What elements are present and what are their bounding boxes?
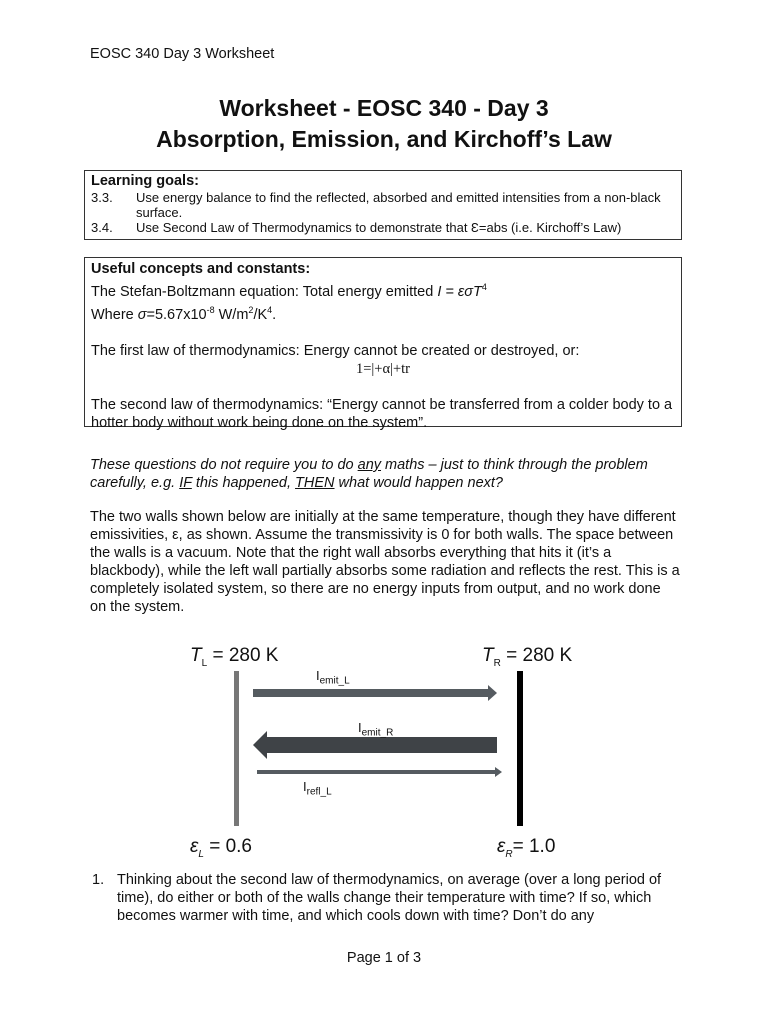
emit-L-arrow: [253, 685, 497, 701]
left-emissivity-label: [190, 836, 252, 860]
right-emissivity-label: [497, 836, 555, 860]
where-text: Where: [91, 306, 138, 323]
sigma-exponent: -8: [206, 304, 215, 315]
units: W/m: [214, 306, 249, 323]
emissivity-sub: L: [198, 848, 204, 860]
units-exponent: 4: [267, 304, 273, 315]
first-law-equation: 1=|+α|+tr: [355, 360, 411, 377]
temp-symbol: T: [482, 645, 494, 666]
temp-value: = 280 K: [500, 645, 573, 666]
emit-R-label: [358, 720, 393, 739]
temp-symbol: T: [190, 645, 202, 666]
description-paragraph: The two walls shown below are initially at the same temperature, though they have different emissivities, ε, as shown. Assume the transmissivity is 0 for both walls. The space between the walls is a vacuum. Note that the right wall absorbs everything that hits it (it’s a blackbody), while the left wall partially absorbs some radiation and reflects the rest. This is a completely isolated system, so there are no energy inputs from output, and no work done on the system.: [90, 509, 680, 615]
concepts-heading: Useful concepts and constants:: [91, 261, 311, 277]
emissivity-symbol: ε: [497, 836, 506, 857]
sb-exponent: 4: [481, 282, 487, 292]
flux-sub: refl_L: [306, 786, 332, 798]
goal-number: 3.3.: [91, 190, 113, 205]
goal-text: Use Second Law of Thermodynamics to demonstrate that Ɛ=abs (i.e. Kirchoff’s Law): [136, 220, 622, 235]
first-law: The first law of thermodynamics: Energy cannot be created or destroyed, or:: [91, 342, 580, 359]
sigma-symbol: σ: [137, 306, 147, 323]
temp-sub: L: [201, 657, 208, 669]
refl-L-arrow: [257, 767, 502, 777]
goal-number: 3.4.: [91, 220, 113, 235]
emissivity-sub: R: [505, 848, 513, 860]
title-line-2: Absorption, Emission, and Kirchoff’s Law: [156, 126, 612, 152]
intro-text: this happened,: [191, 475, 296, 491]
second-law: The second law of thermodynamics: “Energy cannot be transferred from a colder body to a hotter body without work being done on the system”.: [91, 396, 673, 431]
question-text: Thinking about the second law of thermodynamics, on average (over a long period of time), do either or both of the walls change their temperature with time? If so, which becomes warmer with time, and which cools down with time? Don’t do any: [117, 872, 662, 924]
units-exponent: 2: [248, 304, 254, 315]
intro-text: These questions do not require you to do: [90, 457, 358, 473]
flux-symbol: I: [316, 668, 320, 683]
flux-sub: emit_R: [361, 727, 394, 739]
question-1: [92, 871, 672, 925]
units-end: .: [272, 306, 277, 323]
intro-emphasis: THEN: [295, 475, 335, 491]
page-footer: Page 1 of 3: [346, 950, 422, 966]
temp-value: = 280 K: [207, 645, 279, 666]
emissivity-value: = 0.6: [203, 836, 252, 857]
question-number: 1.: [92, 872, 105, 888]
intro-text: what would happen next?: [334, 475, 504, 491]
sb-text: The Stefan-Boltzmann equation: Total energy emitted: [91, 283, 438, 300]
intro-text: maths – just to think through the problem carefully, e.g.: [90, 457, 648, 491]
temp-sub: R: [493, 657, 501, 669]
emit-L-label: [316, 668, 350, 687]
sb-formula: I = εσT: [437, 283, 482, 300]
flux-symbol: I: [303, 779, 307, 794]
flux-symbol: I: [358, 720, 362, 735]
units: /K: [253, 306, 268, 323]
sigma-value: =5.67x10: [146, 306, 207, 323]
emissivity-value: = 1.0: [512, 836, 556, 857]
learning-goals-heading: Learning goals:: [91, 173, 199, 189]
emissivity-symbol: ε: [190, 836, 199, 857]
flux-sub: emit_L: [319, 675, 350, 687]
refl-L-label: [303, 779, 332, 798]
intro-emphasis: any: [357, 457, 382, 473]
title-line-1: Worksheet - EOSC 340 - Day 3: [219, 95, 549, 121]
goal-text: Use energy balance to find the reflected, absorbed and emitted intensities from a non-black surface.: [136, 190, 661, 220]
running-header: EOSC 340 Day 3 Worksheet: [90, 46, 275, 62]
intro-emphasis: IF: [179, 475, 192, 491]
